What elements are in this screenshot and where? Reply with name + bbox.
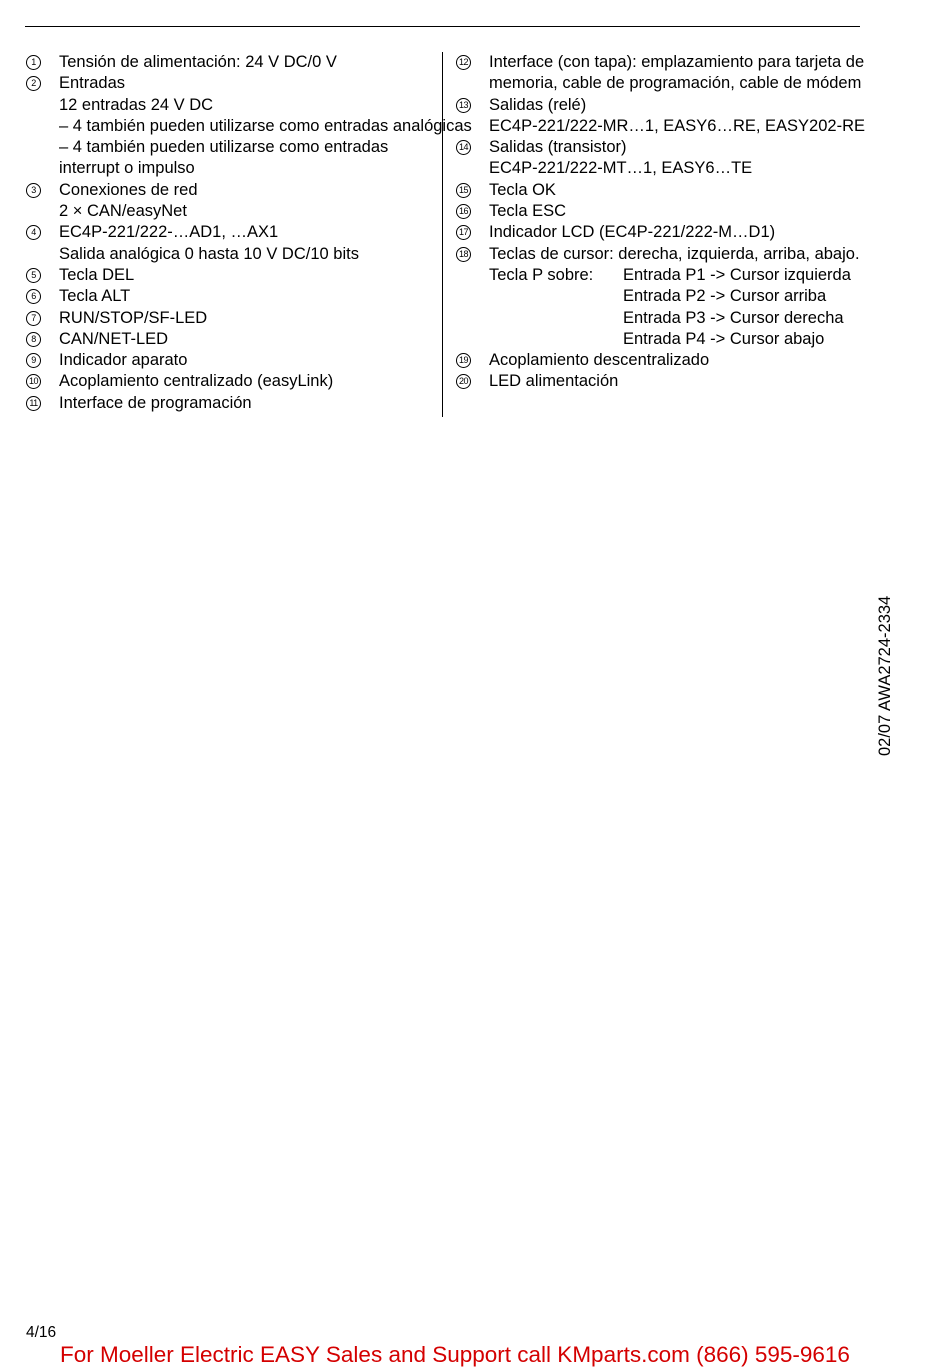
item-line: 12 entradas 24 V DC bbox=[59, 95, 214, 114]
item-line: CAN/NET-LED bbox=[59, 329, 169, 348]
item-line: – 4 también pueden utilizarse como entradas bbox=[59, 138, 389, 157]
legend-item bbox=[26, 371, 438, 392]
item-line: Tecla ALT bbox=[59, 287, 131, 306]
legend-item bbox=[456, 201, 866, 222]
item-number-badge: 1 bbox=[26, 55, 41, 70]
item-text bbox=[59, 393, 438, 414]
item-number-badge: 10 bbox=[26, 374, 41, 389]
item-line: Teclas de cursor: derecha, izquierda, arriba, abajo. bbox=[489, 244, 860, 263]
key-mapping bbox=[489, 265, 866, 350]
legend-item bbox=[26, 222, 438, 265]
legend-item bbox=[456, 350, 866, 371]
key-mapping-entry: Entrada P1 -> Cursor izquierda bbox=[623, 265, 851, 284]
item-line: Indicador aparato bbox=[59, 351, 188, 370]
item-text bbox=[59, 308, 438, 329]
column-divider bbox=[442, 52, 443, 417]
legend-item bbox=[26, 329, 438, 350]
item-text bbox=[59, 222, 438, 265]
item-text bbox=[489, 137, 866, 180]
item-text bbox=[489, 52, 866, 95]
key-mapping-list bbox=[623, 265, 866, 350]
item-line: Conexiones de red bbox=[59, 180, 198, 199]
footer-banner: For Moeller Electric EASY Sales and Support call KMparts.com (866) 595-9616 bbox=[60, 1342, 850, 1367]
item-number-badge: 18 bbox=[456, 247, 471, 262]
key-mapping-label: Tecla P sobre: bbox=[489, 265, 594, 284]
item-line: Acoplamiento descentralizado bbox=[489, 351, 710, 370]
item-number-badge: 7 bbox=[26, 311, 41, 326]
legend-item bbox=[456, 222, 866, 243]
item-line: 2 × CAN/easyNet bbox=[59, 202, 187, 221]
item-number-badge: 5 bbox=[26, 268, 41, 283]
legend-item bbox=[456, 180, 866, 201]
item-text bbox=[59, 286, 438, 307]
item-text bbox=[59, 265, 438, 286]
item-line: EC4P-221/222-MT…1, EASY6…TE bbox=[489, 159, 753, 178]
item-line: EC4P-221/222-MR…1, EASY6…RE, EASY202-RE bbox=[489, 116, 865, 135]
item-text bbox=[489, 201, 866, 222]
legend-item bbox=[26, 393, 438, 414]
item-line: Interface de programación bbox=[59, 393, 252, 412]
item-line: Entradas bbox=[59, 74, 126, 93]
legend-item bbox=[456, 244, 866, 350]
legend-item bbox=[26, 52, 438, 73]
item-line: Tensión de alimentación: 24 V DC/0 V bbox=[59, 53, 337, 71]
item-line: LED alimentación bbox=[489, 372, 619, 391]
item-line: Interface (con tapa): emplazamiento para tarjeta de bbox=[489, 53, 865, 71]
item-text bbox=[489, 350, 866, 371]
item-line: Salidas (transistor) bbox=[489, 138, 627, 157]
item-line: Acoplamiento centralizado (easyLink) bbox=[59, 372, 334, 391]
legend-item bbox=[26, 286, 438, 307]
legend-item bbox=[26, 180, 438, 223]
item-line: Tecla OK bbox=[489, 180, 556, 199]
item-text bbox=[489, 222, 866, 243]
item-number-badge: 13 bbox=[456, 98, 471, 113]
item-text bbox=[489, 180, 866, 201]
item-text bbox=[489, 244, 866, 350]
item-text bbox=[59, 52, 438, 73]
key-mapping-entry: Entrada P2 -> Cursor arriba bbox=[623, 287, 827, 306]
legend-item bbox=[26, 350, 438, 371]
item-line: Salida analógica 0 hasta 10 V DC/10 bits bbox=[59, 244, 359, 263]
item-line: Tecla ESC bbox=[489, 202, 567, 221]
item-line: RUN/STOP/SF-LED bbox=[59, 308, 208, 327]
key-mapping-entry: Entrada P3 -> Cursor derecha bbox=[623, 308, 844, 327]
item-text bbox=[59, 350, 438, 371]
item-text bbox=[59, 329, 438, 350]
legend-item bbox=[26, 308, 438, 329]
item-number-badge: 16 bbox=[456, 204, 471, 219]
item-number-badge: 19 bbox=[456, 353, 471, 368]
document-code: 02/07 AWA2724-2334 bbox=[876, 595, 894, 756]
item-text bbox=[489, 95, 866, 138]
item-line: – 4 también pueden utilizarse como entradas analógicas bbox=[59, 116, 472, 135]
item-line: interrupt o impulso bbox=[59, 159, 195, 178]
legend-item bbox=[456, 52, 866, 95]
legend-right-column bbox=[456, 52, 866, 393]
legend-item bbox=[456, 137, 866, 180]
item-number-badge: 17 bbox=[456, 225, 471, 240]
legend-item bbox=[456, 371, 866, 392]
item-text bbox=[59, 73, 472, 179]
item-number-badge: 2 bbox=[26, 76, 41, 91]
item-number-badge: 3 bbox=[26, 183, 41, 198]
item-line: Tecla DEL bbox=[59, 265, 135, 284]
item-line: EC4P-221/222-…AD1, …AX1 bbox=[59, 223, 279, 242]
item-number-badge: 4 bbox=[26, 225, 41, 240]
item-number-badge: 14 bbox=[456, 140, 471, 155]
item-line: memoria, cable de programación, cable de módem bbox=[489, 74, 862, 93]
legend-item bbox=[456, 95, 866, 138]
item-number-badge: 15 bbox=[456, 183, 471, 198]
top-rule bbox=[25, 26, 860, 27]
page-number: 4/16 bbox=[26, 1324, 57, 1341]
item-line: Indicador LCD (EC4P-221/222-M…D1) bbox=[489, 223, 776, 242]
item-text bbox=[489, 371, 866, 392]
item-number-badge: 6 bbox=[26, 289, 41, 304]
item-number-badge: 8 bbox=[26, 332, 41, 347]
key-mapping-entry: Entrada P4 -> Cursor abajo bbox=[623, 329, 825, 348]
item-number-badge: 20 bbox=[456, 374, 471, 389]
item-number-badge: 12 bbox=[456, 55, 471, 70]
item-number-badge: 11 bbox=[26, 396, 41, 411]
item-number-badge: 9 bbox=[26, 353, 41, 368]
item-text bbox=[59, 180, 438, 223]
item-text bbox=[59, 371, 438, 392]
legend-item bbox=[26, 265, 438, 286]
item-line: Salidas (relé) bbox=[489, 95, 587, 114]
